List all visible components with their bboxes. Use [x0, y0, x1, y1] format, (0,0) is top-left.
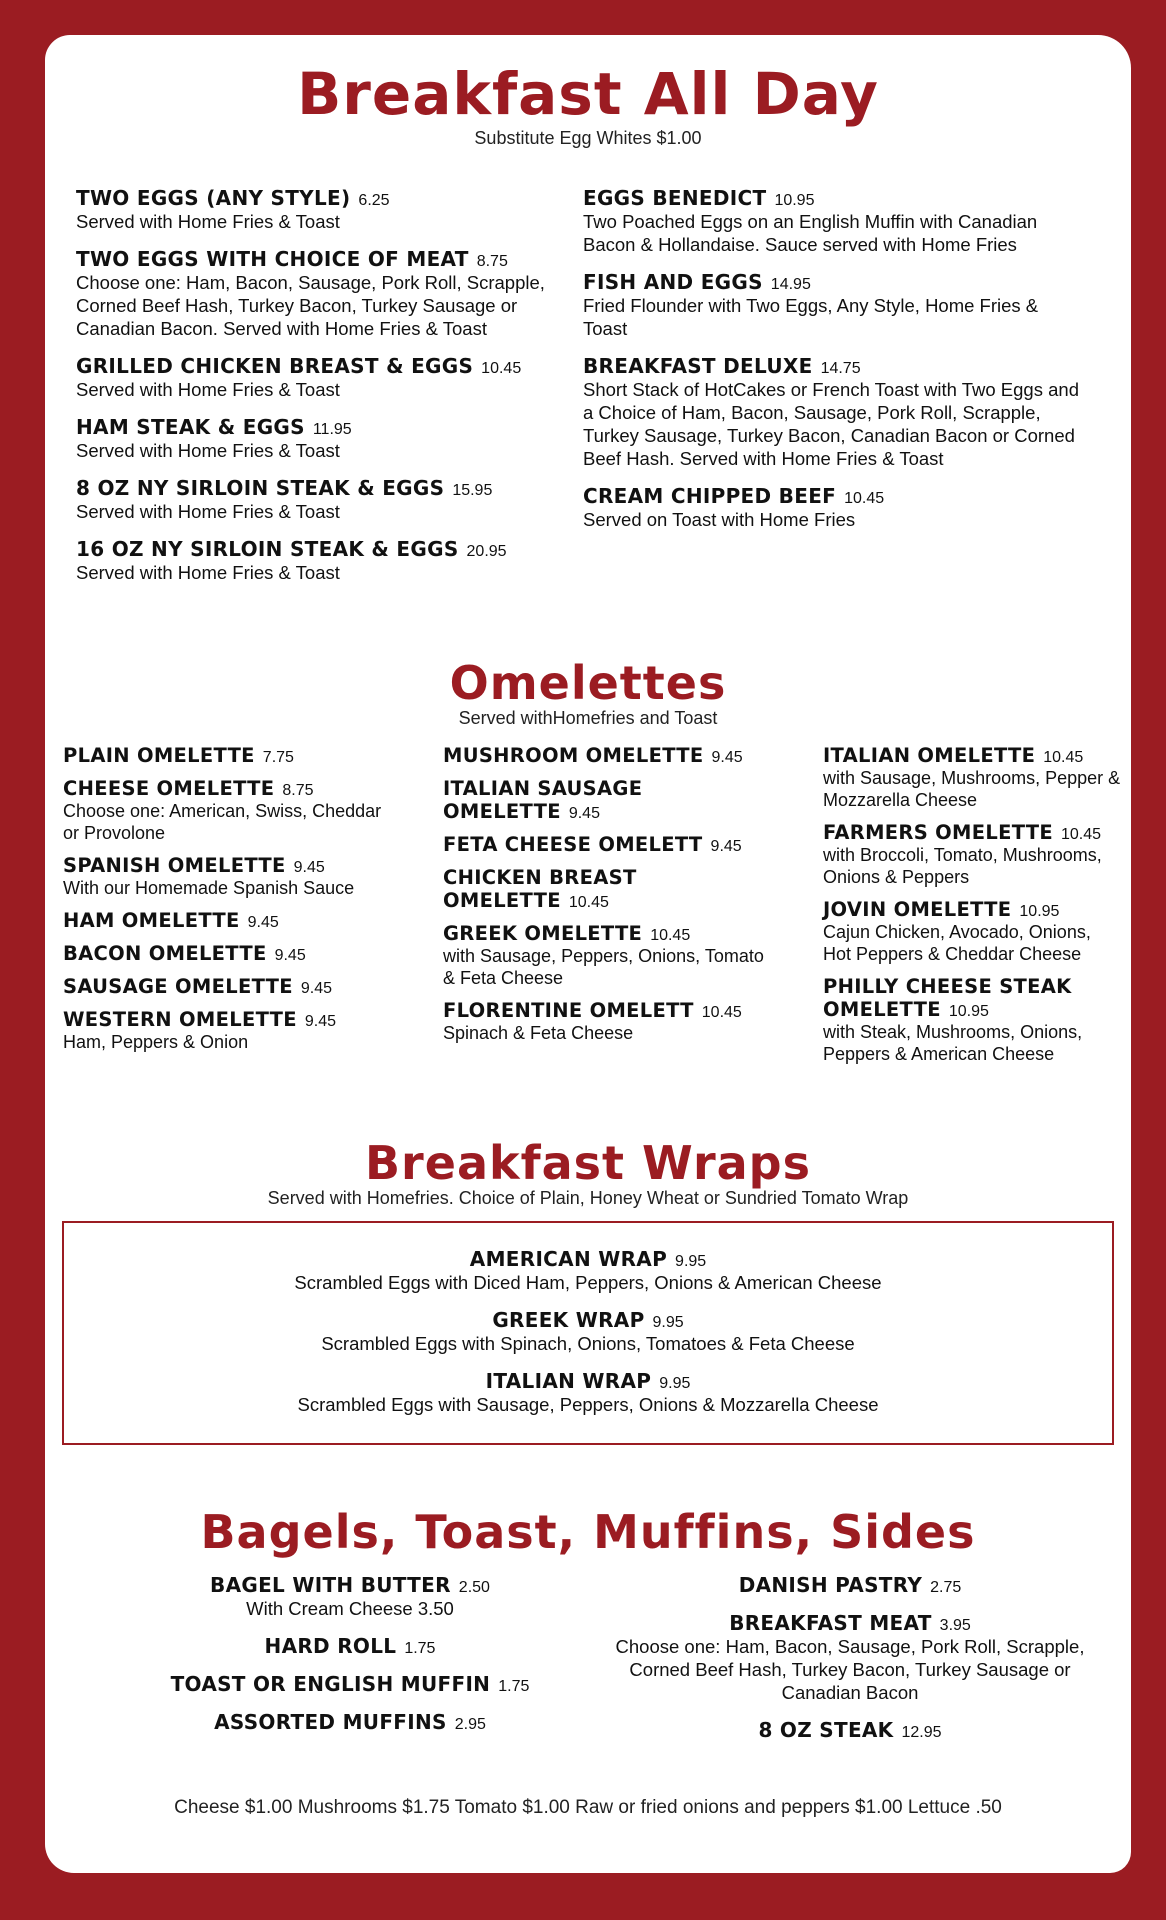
- item-price: 12.95: [901, 1724, 942, 1741]
- item-name: AMERICAN WRAP: [469, 1247, 668, 1271]
- menu-item: [583, 354, 1083, 470]
- item-price: 9.95: [675, 1253, 707, 1270]
- item-description: Choose one: Ham, Bacon, Sausage, Pork Roll, Scrapple, Corned Beef Hash, Turkey Bacon, Turkey Sausage or Canadian Bacon: [615, 1636, 1085, 1703]
- item-price: 10.45: [844, 490, 885, 507]
- item-name: HARD ROLL: [264, 1634, 397, 1658]
- item-name: TOAST OR ENGLISH MUFFIN: [170, 1672, 491, 1696]
- omelettes-column-2: [443, 744, 773, 1054]
- item-description: With our Homemade Spanish Sauce: [63, 878, 355, 898]
- menu-item: [76, 186, 556, 233]
- item-description: with Steak, Mushrooms, Onions, Peppers & American Cheese: [823, 1022, 1083, 1064]
- menu-item: [600, 1611, 1100, 1704]
- item-name: SPANISH OMELETTE: [63, 854, 286, 877]
- menu-item: [76, 476, 556, 523]
- item-name: MUSHROOM OMELETTE: [443, 744, 704, 767]
- item-name: TWO EGGS WITH CHOICE OF MEAT: [76, 247, 469, 271]
- menu-item: [62, 1308, 1114, 1355]
- item-price: 7.75: [262, 749, 294, 766]
- menu-item: [120, 1634, 580, 1658]
- item-name: CHEESE OMELETTE: [63, 777, 275, 800]
- item-name: GREEK OMELETTE: [443, 922, 643, 945]
- omelettes-column-1: [63, 744, 393, 1063]
- item-price: 10.45: [481, 360, 522, 377]
- menu-item: [63, 909, 393, 932]
- item-price: 8.75: [476, 253, 508, 270]
- breakfast-right-column: [583, 186, 1083, 545]
- menu-item: [823, 898, 1123, 965]
- sides-left-column: [120, 1573, 580, 1748]
- wraps-subtitle: Served with Homefries. Choice of Plain, Honey Wheat or Sundried Tomato Wrap: [267, 1188, 909, 1208]
- item-description: Scrambled Eggs with Diced Ham, Peppers, Onions & American Cheese: [294, 1272, 882, 1293]
- menu-item: [600, 1718, 1100, 1742]
- breakfast-heading: Breakfast All Day: [297, 60, 879, 128]
- item-price: 9.45: [710, 838, 742, 855]
- item-name: BREAKFAST MEAT: [729, 1611, 932, 1635]
- extras-footer: Cheese $1.00 Mushrooms $1.75 Tomato $1.00 Raw or fried onions and peppers $1.00 Lettuce .50: [174, 1797, 1002, 1818]
- menu-item: [443, 922, 773, 989]
- menu-item: [583, 186, 1083, 256]
- item-price: 11.95: [312, 421, 352, 438]
- item-description: with Sausage, Mushrooms, Pepper & Mozzarella Cheese: [823, 768, 1121, 810]
- item-name: EGGS BENEDICT: [583, 186, 767, 210]
- item-name: BAGEL WITH BUTTER: [210, 1573, 451, 1597]
- menu-item: [63, 854, 393, 899]
- item-description: Scrambled Eggs with Sausage, Peppers, Onions & Mozzarella Cheese: [297, 1394, 879, 1415]
- menu-item: [583, 270, 1083, 340]
- wraps-list: [62, 1247, 1114, 1430]
- item-name: TWO EGGS (ANY STYLE): [76, 186, 351, 210]
- menu-item: [76, 354, 556, 401]
- item-description: Served with Home Fries & Toast: [76, 501, 340, 522]
- item-description: Two Poached Eggs on an English Muffin with Canadian Bacon & Hollandaise. Sauce served with Home Fries: [583, 211, 1038, 255]
- menu-item: [600, 1573, 1100, 1597]
- item-name: CHICKEN BREAST OMELETTE: [443, 866, 637, 912]
- item-name: ITALIAN SAUSAGE OMELETTE: [443, 777, 643, 823]
- item-price: 10.45: [650, 927, 691, 944]
- menu-item: [443, 866, 773, 912]
- menu-item: [583, 484, 1083, 531]
- item-price: 14.95: [770, 276, 811, 293]
- item-description: Short Stack of HotCakes or French Toast with Two Eggs and a Choice of Ham, Bacon, Sausage, Pork Roll, Scrapple, Turkey Sausage, Turkey Bacon, Canadian Bacon or Corned Beef Hash. Served with Home Fries & Toast: [583, 379, 1079, 469]
- menu-item: [63, 744, 393, 767]
- menu-item: [443, 999, 773, 1044]
- item-price: 2.50: [458, 1579, 490, 1596]
- item-name: BACON OMELETTE: [63, 942, 267, 965]
- item-name: 16 OZ NY SIRLOIN STEAK & EGGS: [76, 537, 459, 561]
- item-description: Served with Home Fries & Toast: [76, 379, 340, 400]
- item-description: Served with Home Fries & Toast: [76, 562, 340, 583]
- item-name: PHILLY CHEESE STEAK OMELETTE: [823, 975, 1072, 1021]
- item-name: HAM STEAK & EGGS: [76, 415, 305, 439]
- item-price: 6.25: [358, 192, 390, 209]
- item-price: 1.75: [404, 1640, 436, 1657]
- item-price: 10.95: [1019, 903, 1060, 920]
- item-price: 2.75: [930, 1579, 962, 1596]
- item-price: 10.95: [774, 192, 815, 209]
- item-description: Served with Home Fries & Toast: [76, 440, 340, 461]
- item-price: 9.45: [293, 859, 325, 876]
- wraps-heading: Breakfast Wraps: [365, 1136, 811, 1190]
- breakfast-left-column: [76, 186, 556, 598]
- omelettes-heading: Omelettes: [449, 656, 727, 710]
- item-name: FETA CHEESE OMELETT: [443, 833, 703, 856]
- sides-heading: Bagels, Toast, Muffins, Sides: [200, 1505, 976, 1559]
- item-price: 9.45: [247, 914, 279, 931]
- item-name: JOVIN OMELETTE: [823, 898, 1012, 921]
- omelettes-column-3: [823, 744, 1123, 1075]
- item-name: DANISH PASTRY: [738, 1573, 923, 1597]
- menu-item: [76, 415, 556, 462]
- item-price: 14.75: [820, 360, 861, 377]
- menu-item: [62, 1247, 1114, 1294]
- item-price: 10.45: [1043, 749, 1084, 766]
- item-name: FLORENTINE OMELETT: [443, 999, 694, 1022]
- menu-item: [443, 744, 773, 767]
- menu-item: [63, 777, 393, 844]
- item-description: Cajun Chicken, Avocado, Onions, Hot Peppers & Cheddar Cheese: [823, 922, 1091, 964]
- item-description: Choose one: American, Swiss, Cheddar or Provolone: [63, 801, 382, 843]
- item-price: 3.95: [939, 1617, 971, 1634]
- item-price: 9.45: [274, 947, 306, 964]
- item-description: With Cream Cheese 3.50: [246, 1598, 454, 1619]
- item-price: 10.45: [701, 1004, 742, 1021]
- item-description: Choose one: Ham, Bacon, Sausage, Pork Roll, Scrapple, Corned Beef Hash, Turkey Bacon, Turkey Sausage or Canadian Bacon. Served with Home Fries & Toast: [76, 272, 545, 339]
- item-description: with Broccoli, Tomato, Mushrooms, Onions & Peppers: [823, 845, 1102, 887]
- item-description: Spinach & Feta Cheese: [443, 1023, 634, 1043]
- item-price: 9.45: [711, 749, 743, 766]
- menu-item: [63, 975, 393, 998]
- item-price: 9.45: [568, 805, 600, 822]
- menu-item: [62, 1369, 1114, 1416]
- item-description: Fried Flounder with Two Eggs, Any Style, Home Fries & Toast: [583, 295, 1039, 339]
- item-name: ITALIAN OMELETTE: [823, 744, 1036, 767]
- menu-item: [823, 975, 1123, 1065]
- breakfast-subtitle: Substitute Egg Whites $1.00: [474, 128, 702, 148]
- menu-item: [443, 833, 773, 856]
- item-name: FARMERS OMELETTE: [823, 821, 1053, 844]
- item-name: 8 OZ NY SIRLOIN STEAK & EGGS: [76, 476, 445, 500]
- item-price: 9.45: [304, 1013, 336, 1030]
- menu-item: [120, 1710, 580, 1734]
- item-price: 9.95: [659, 1375, 691, 1392]
- item-description: Scrambled Eggs with Spinach, Onions, Tomatoes & Feta Cheese: [321, 1333, 855, 1354]
- item-price: 10.95: [948, 1003, 989, 1020]
- menu-item: [76, 537, 556, 584]
- item-name: BREAKFAST DELUXE: [583, 354, 813, 378]
- omelettes-subtitle: Served withHomefries and Toast: [458, 708, 718, 728]
- item-price: 10.45: [1060, 826, 1102, 843]
- item-price: 9.95: [652, 1314, 684, 1331]
- sides-right-column: [600, 1573, 1100, 1756]
- item-name: HAM OMELETTE: [63, 909, 240, 932]
- item-price: 1.75: [498, 1678, 530, 1695]
- item-name: GRILLED CHICKEN BREAST & EGGS: [76, 354, 474, 378]
- item-price: 9.45: [300, 980, 332, 997]
- menu-item: [120, 1672, 580, 1696]
- item-name: PLAIN OMELETTE: [63, 744, 255, 767]
- item-name: ITALIAN WRAP: [485, 1369, 652, 1393]
- menu-item: [443, 777, 773, 823]
- item-description: Served on Toast with Home Fries: [583, 509, 856, 530]
- item-description: Ham, Peppers & Onion: [63, 1032, 249, 1052]
- item-name: WESTERN OMELETTE: [63, 1008, 297, 1031]
- item-price: 8.75: [282, 782, 314, 799]
- item-price: 15.95: [452, 482, 493, 499]
- item-name: ASSORTED MUFFINS: [214, 1710, 447, 1734]
- menu-item: [76, 247, 556, 340]
- menu-item: [120, 1573, 580, 1620]
- menu-item: [63, 1008, 393, 1053]
- item-price: 20.95: [466, 543, 507, 560]
- menu-item: [63, 942, 393, 965]
- menu-item: [823, 821, 1123, 888]
- item-name: FISH AND EGGS: [583, 270, 763, 294]
- item-name: CREAM CHIPPED BEEF: [583, 484, 837, 508]
- item-description: Served with Home Fries & Toast: [76, 211, 340, 232]
- item-description: with Sausage, Peppers, Onions, Tomato & Feta Cheese: [443, 946, 764, 988]
- item-name: GREEK WRAP: [492, 1308, 645, 1332]
- item-name: SAUSAGE OMELETTE: [63, 975, 293, 998]
- item-name: 8 OZ STEAK: [758, 1718, 894, 1742]
- item-price: 10.45: [568, 894, 609, 911]
- menu-item: [823, 744, 1123, 811]
- item-price: 2.95: [454, 1716, 486, 1733]
